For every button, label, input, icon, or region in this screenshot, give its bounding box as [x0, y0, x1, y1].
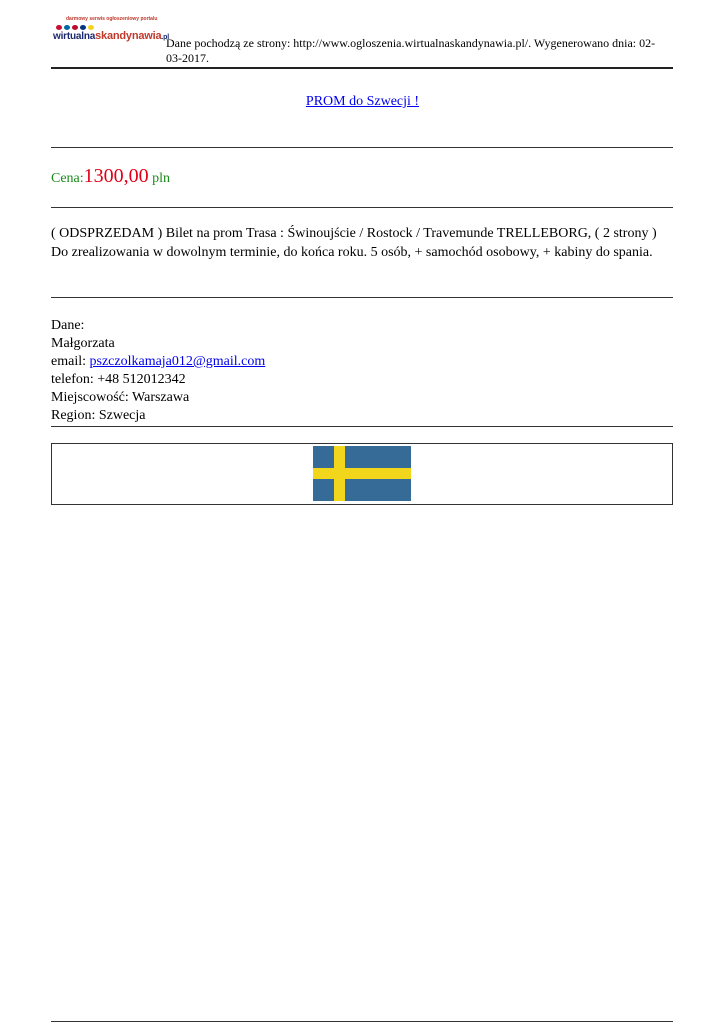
- divider: [51, 147, 673, 148]
- contact-phone: telefon: +48 512012342: [51, 372, 186, 387]
- logo-wordmark: wirtualnaskandynawia.pl: [53, 30, 169, 42]
- price-label: Cena:: [51, 171, 84, 186]
- email-label: email:: [51, 354, 90, 369]
- contact-email-row: [51, 353, 265, 371]
- price-value: 1300,00: [83, 165, 149, 187]
- flag-box: [51, 443, 673, 505]
- source-note: Dane pochodzą ze strony: http://www.ogloszenia.wirtualnaskandynawia.pl/. Wygenerowano dnia: 02-03-2017.: [166, 36, 656, 65]
- logo-tagline: darmowy serwis ogłoszeniowy portalu: [66, 16, 158, 22]
- email-link[interactable]: pszczolkamaja012@gmail.com: [89, 354, 266, 369]
- footer-divider: [51, 1021, 673, 1022]
- contact-city: Miejscowość: Warszawa: [51, 390, 190, 405]
- divider: [51, 426, 673, 427]
- listing-description: ( ODSPRZEDAM ) Bilet na prom Trasa : Świnoujście / Rostock / Travemunde TRELLEBORG, ( 2 strony ) Do zrealizowania w dowolnym terminie, do końca roku. 5 osób, + samochód osobowy, + kabiny do spania.: [51, 226, 657, 260]
- contact-name: Małgorzata: [51, 336, 115, 351]
- listing-title: [0, 94, 725, 110]
- contact-region: Region: Szwecja: [51, 408, 146, 423]
- listing-title-link[interactable]: PROM do Szwecji !: [305, 94, 420, 109]
- contact-heading: Dane:: [51, 318, 85, 333]
- header-divider: [51, 67, 673, 69]
- price: [51, 165, 170, 188]
- sweden-flag-icon: [313, 446, 411, 501]
- divider: [51, 297, 673, 298]
- site-logo: [52, 16, 169, 46]
- contact-details: [51, 317, 265, 425]
- divider: [51, 207, 673, 208]
- price-currency: pln: [152, 171, 171, 186]
